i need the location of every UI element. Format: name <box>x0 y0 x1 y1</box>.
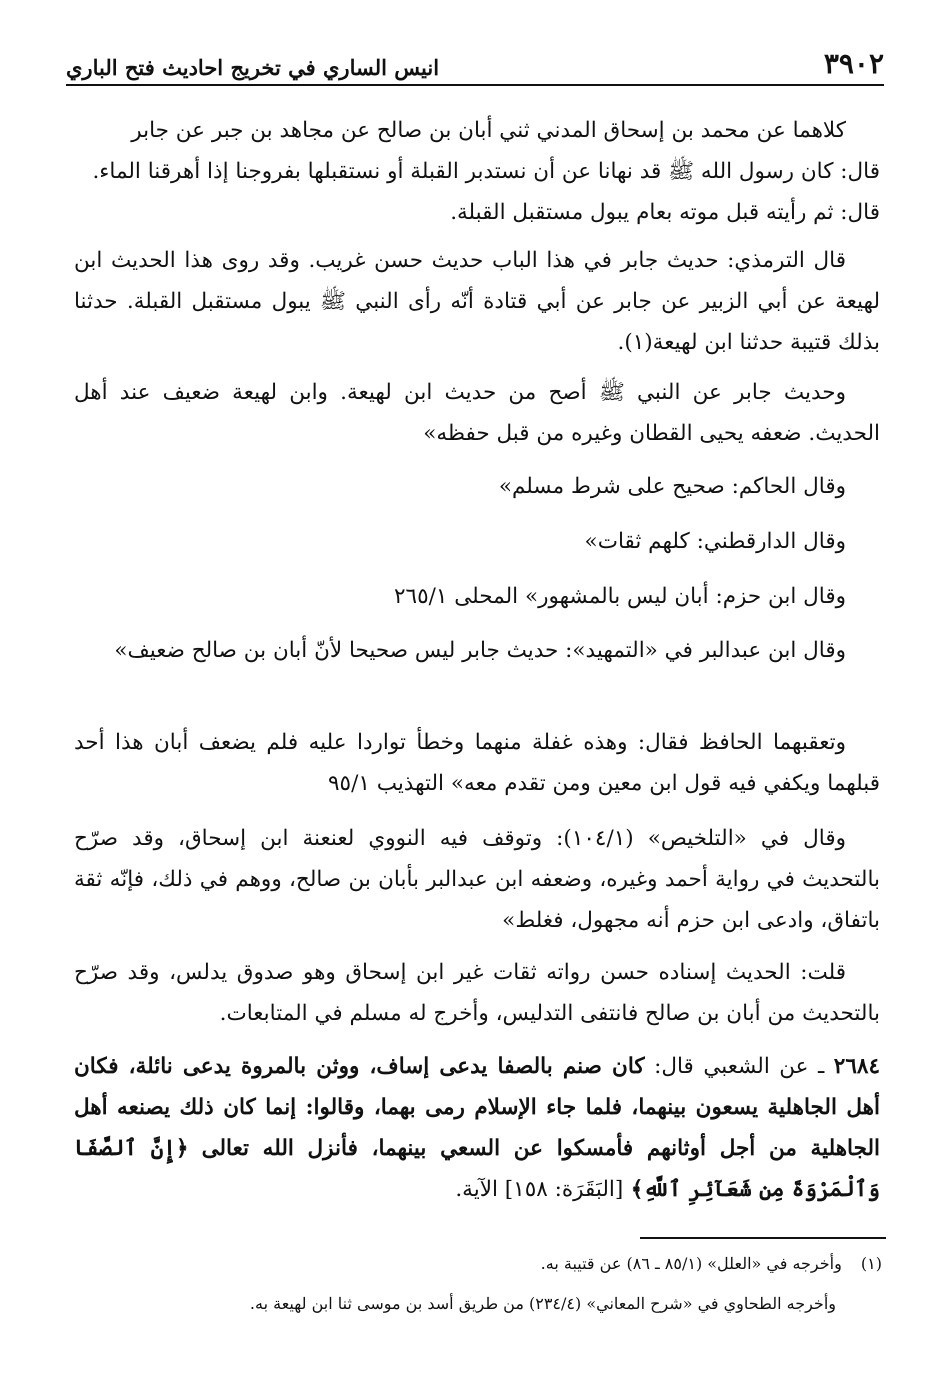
paragraph-conclusion: قلت: الحديث إسناده حسن رواته ثقات غير ابن إسحاق وهو صدوق يدلس، وقد صرّح بالتحديث من أبان بن صالح فانتفى التدليس، وأخرج له مسلم في المتابعات. <box>74 960 880 1026</box>
hadith-intro: ـ عن الشعبي قال: <box>644 1054 825 1079</box>
quran-verse: ﴿إِنَّ ٱلصَّفَا وَٱلْمَرْوَةَ مِن شَعَآئِرِ ٱللَّهِ﴾ <box>74 1136 880 1202</box>
page-header <box>66 40 884 86</box>
hadith-entry <box>74 1046 880 1210</box>
paragraph-jabir: وحديث جابر عن النبي ﷺ أصح من حديث ابن لهيعة. وابن لهيعة ضعيف عند أهل الحديث. ضعفه يحيى القطان وغيره من قبل حفظه» <box>74 380 880 446</box>
paragraph-ibn-abdalbarr: وقال ابن عبدالبر في «التمهيد»: حديث جابر ليس صحيحا لأنّ أبان بن صالح ضعيف» <box>114 638 846 663</box>
footnote-1 <box>130 1250 882 1278</box>
hadith-text: كان صنم بالصفا يدعى إساف، ووثن بالمروة يدعى نائلة، فكان أهل الجاهلية يسعون بينهما، فلما جاء الإسلام رمى بهما، وقالوا: إنما كان ذلك يصنعه أهل الجاهلية من أجل أوثانهم فأمسكوا عن السعي بينهما، فأنزل الله تعالى <box>74 1054 880 1161</box>
paragraph-hakim: وقال الحاكم: صحيح على شرط مسلم» <box>498 474 846 499</box>
hadith-number: ٢٦٨٤ <box>833 1054 880 1079</box>
paragraph-line-hadith-1: قال: كان رسول الله ﷺ قد نهانا عن أن نستدبر القبلة أو نستقبلها بفروجنا إذا أهرقنا الماء. <box>92 159 880 184</box>
page-number: ٣٩٠٢ <box>823 47 884 80</box>
paragraph-talkhis: وقال في «التلخيص» (١٠٤/١): وتوقف فيه النووي لعنعنة ابن إسحاق، وقد صرّح بالتحديث في رواية أحمد وغيره، وضعفه ابن عبدالبر بأبان بن صالح، ووهم في ذلك، فإنّه ثقة باتفاق، وادعى ابن حزم أنه مجهول، فغلط» <box>74 826 880 933</box>
paragraph-ibn-hazm: وقال ابن حزم: أبان ليس بالمشهور» المحلى ٢٦٥/١ <box>393 584 846 609</box>
paragraph-daraqutni: وقال الدارقطني: كلهم ثقات» <box>584 529 846 554</box>
footnote-number: (١) <box>860 1254 882 1273</box>
footnote-text: وأخرجه في «العلل» (٨٥/١ ـ ٨٦) عن قتيبة به. <box>540 1254 842 1273</box>
footnote-separator <box>640 1237 886 1239</box>
running-title: انيس الساري في تخريج احاديث فتح الباري <box>66 55 440 80</box>
paragraph-line-chain: كلاهما عن محمد بن إسحاق المدني ثني أبان بن صالح عن مجاهد بن جبر عن جابر <box>131 118 846 143</box>
paragraph-tirmidhi: قال الترمذي: حديث جابر في هذا الباب حديث حسن غريب. وقد روى هذا الحديث ابن لهيعة عن أبي الزبير عن جابر عن أبي قتادة أنّه رأى النبي ﷺ يبول مستقبل القبلة. حدثنا بذلك قتيبة حدثنا ابن لهيعة(١). <box>74 248 880 355</box>
paragraph-line-hadith-2: قال: ثم رأيته قبل موته بعام يبول مستقبل القبلة. <box>450 200 880 225</box>
paragraph-hafiz: وتعقبهما الحافظ فقال: وهذه غفلة منهما وخطأ تواردا عليه فلم يضعف أبان هذا أحد قبلهما ويكفي فيه قول ابن معين ومن تقدم معه» التهذيب ٩٥/١ <box>74 730 880 796</box>
footnote-1-continuation <box>130 1290 882 1318</box>
quran-reference: [البَقَرَة: ١٥٨] الآية. <box>455 1177 624 1202</box>
paragraph-chain <box>74 110 880 233</box>
footnote-text: وأخرجه الطحاوي في «شرح المعاني» (٢٣٤/٤) من طريق أسد بن موسى ثنا ابن لهيعة به. <box>249 1294 836 1313</box>
